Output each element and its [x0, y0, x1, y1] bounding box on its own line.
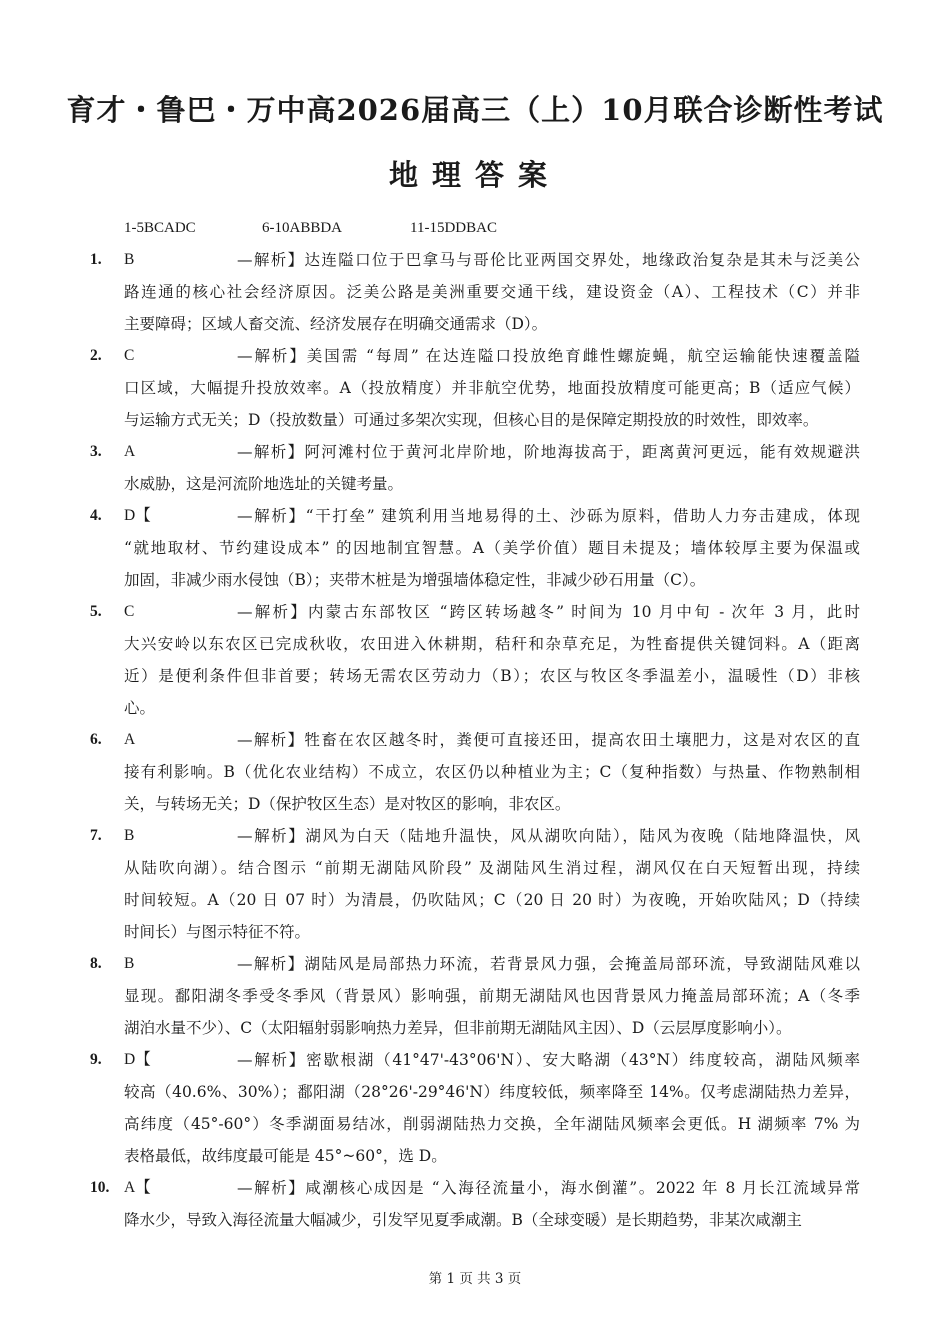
question-item — [0, 1172, 950, 1236]
question-answer: B — [124, 251, 135, 268]
question-line — [0, 372, 950, 404]
question-line — [0, 1204, 950, 1236]
question-line — [0, 532, 950, 564]
explanation-text: 从陆吹向湖）。结合图示 “前期无湖陆风阶段” 及湖陆风生消过程，湖风仅在白天短暂出现，持续 — [124, 859, 860, 877]
question-answer: D【 — [124, 507, 151, 524]
question-line — [0, 1012, 950, 1044]
explanation-text: “就地取材、节约建设成本” 的因地制宜智慧。A（美学价值）题目未提及；墙体较厚主要为保温或 — [124, 539, 860, 557]
explanation-text: —解析】达连隘口位于巴拿马与哥伦比亚两国交界处，地缘政治复杂是其未与泛美公 — [237, 251, 860, 269]
question-line — [0, 500, 950, 532]
question-line — [0, 564, 950, 596]
question-number: 1. — [90, 251, 102, 268]
question-number: 2. — [90, 347, 102, 364]
question-line — [0, 628, 950, 660]
question-answer: D【 — [124, 1051, 151, 1068]
question-line — [0, 308, 950, 340]
question-number: 9. — [90, 1051, 102, 1068]
answer-summary-11-15: 11-15DDBAC — [410, 220, 497, 236]
question-line — [0, 916, 950, 948]
explanation-text: 加固，非减少雨水侵蚀（B）；夹带木桩是为增强墙体稳定性，非减少砂石用量（C）。 — [124, 571, 706, 589]
explanation-text: 高纬度（45°-60°）冬季湖面易结冰，削弱湖陆热力交换，全年湖陆风频率会更低。H 湖频率 7% 为 — [124, 1115, 860, 1133]
page-subtitle: 地理答案 — [388, 158, 561, 192]
question-item — [0, 948, 950, 1044]
answer-summary-6-10: 6-10ABBDA — [262, 220, 343, 236]
question-line — [0, 596, 950, 628]
question-number: 3. — [90, 443, 102, 460]
explanation-text: 较高（40.6%、30%）；鄱阳湖（28°26'-29°46'N）纬度较低，频率降至 14%。仅考虑湖陆热力差异， — [124, 1083, 860, 1101]
explanation-text: —解析】内蒙古东部牧区 “跨区转场越冬” 时间为 10 月中旬 - 次年 3 月，此时 — [237, 603, 860, 621]
explanation-text: 显现。鄱阳湖冬季受冬季风（背景风）影响强，前期无湖陆风也因背景风力掩盖局部环流；A（冬季 — [124, 987, 860, 1005]
question-line — [0, 244, 950, 276]
question-line — [0, 852, 950, 884]
question-item — [0, 436, 950, 500]
question-answer: C — [124, 603, 135, 620]
explanation-text: 心。 — [124, 699, 156, 717]
question-line — [0, 820, 950, 852]
explanation-text: 近）是便利条件但非首要；转场无需农区劳动力（B）；农区与牧区冬季温差小，温暖性（D）非核 — [124, 667, 860, 685]
explanation-text: —解析】湖风为白天（陆地升温快，风从湖吹向陆），陆风为夜晚（陆地降温快，风 — [237, 827, 860, 845]
explanation-text: —解析】“干打垒” 建筑利用当地易得的土、沙砾为原料，借助人力夯击建成，体现 — [237, 507, 860, 525]
question-number: 10. — [90, 1179, 110, 1196]
question-line — [0, 660, 950, 692]
question-line — [0, 948, 950, 980]
answer-summary — [124, 220, 497, 237]
answer-summary-1-5: 1-5BCADC — [124, 220, 196, 236]
explanation-text: 时间长）与图示特征不符。 — [124, 923, 311, 941]
explanation-text: 水威胁，这是河流阶地选址的关键考量。 — [124, 475, 404, 493]
question-line — [0, 1076, 950, 1108]
question-item — [0, 596, 950, 724]
explanation-text: 接有利影响。B（优化农业结构）不成立，农区仍以种植业为主；C（复种指数）与热量、作物熟制相 — [124, 763, 860, 781]
question-item — [0, 1044, 950, 1172]
explanation-text: —解析】阿河滩村位于黄河北岸阶地，阶地海拔高于，距离黄河更远，能有效规避洪 — [237, 443, 860, 461]
question-line — [0, 980, 950, 1012]
question-item — [0, 244, 950, 340]
question-line — [0, 788, 950, 820]
question-line — [0, 1140, 950, 1172]
question-line — [0, 468, 950, 500]
question-line — [0, 1172, 950, 1204]
question-number: 5. — [90, 603, 102, 620]
question-line — [0, 692, 950, 724]
question-line — [0, 724, 950, 756]
page-title: 育才・鲁巴・万中高2026届高三（上）10月联合诊断性考试 — [66, 93, 884, 127]
question-answer: B — [124, 955, 135, 972]
explanation-text: 降水少，导致入海径流量大幅减少，引发罕见夏季咸潮。B（全球变暖）是长期趋势，非某次咸潮主 — [124, 1211, 802, 1229]
explanation-text: 口区域，大幅提升投放效率。A（投放精度）并非航空优势，地面投放精度可能更高；B（适应气候） — [124, 379, 860, 397]
question-line — [0, 276, 950, 308]
question-answer: A【 — [124, 1179, 151, 1196]
explanation-text: —解析】牲畜在农区越冬时，粪便可直接还田，提高农田土壤肥力，这是对农区的直 — [237, 731, 860, 749]
explanation-text: —解析】湖陆风是局部热力环流，若背景风力强，会掩盖局部环流，导致湖陆风难以 — [237, 955, 860, 973]
question-item — [0, 724, 950, 820]
question-line — [0, 1044, 950, 1076]
question-number: 4. — [90, 507, 102, 524]
explanation-text: 路连通的核心社会经济原因。泛美公路是美洲重要交通干线，建设资金（A）、工程技术（C）并非 — [124, 283, 860, 301]
explanation-text: 大兴安岭以东农区已完成秋收，农田进入休耕期，秸秆和杂草充足，为牲畜提供关键饲料。A（距离 — [124, 635, 860, 653]
explanation-text: 湖泊水量不少）、C（太阳辐射弱影响热力差异，但非前期无湖陆风主因）、D（云层厚度影响小）。 — [124, 1019, 792, 1037]
question-number: 6. — [90, 731, 102, 748]
question-line — [0, 404, 950, 436]
question-item — [0, 500, 950, 596]
question-list — [0, 244, 950, 1236]
explanation-text: 关，与转场无关；D（保护牧区生态）是对牧区的影响，非农区。 — [124, 795, 571, 813]
question-line — [0, 436, 950, 468]
question-line — [0, 1108, 950, 1140]
explanation-text: 与运输方式无关；D（投放数量）可通过多架次实现，但核心目的是保障定期投放的时效性，即效率。 — [124, 411, 819, 429]
question-answer: C — [124, 347, 135, 364]
page-footer: 第 1 页 共 3 页 — [428, 1271, 522, 1287]
explanation-text: —解析】咸潮核心成因是 “入海径流量小，海水倒灌”。2022 年 8 月长江流域异常 — [237, 1179, 860, 1197]
question-item — [0, 820, 950, 948]
question-answer: B — [124, 827, 135, 844]
question-line — [0, 884, 950, 916]
explanation-text: 表格最低，故纬度最可能是 45°~60°，选 D。 — [124, 1147, 447, 1165]
explanation-text: —解析】密歇根湖（41°47'-43°06'N）、安大略湖（43°N）纬度较高，湖陆风频率 — [237, 1051, 860, 1069]
question-answer: A — [124, 731, 136, 748]
question-answer: A — [124, 443, 136, 460]
question-item — [0, 340, 950, 436]
explanation-text: 时间较短。A（20 日 07 时）为清晨，仍吹陆风；C（20 日 20 时）为夜晚，开始吹陆风；D（持续 — [124, 891, 860, 909]
question-line — [0, 756, 950, 788]
explanation-text: —解析】美国需 “每周” 在达连隘口投放绝育雌性螺旋蝇，航空运输能快速覆盖隘 — [237, 347, 860, 365]
question-number: 8. — [90, 955, 102, 972]
question-line — [0, 340, 950, 372]
question-number: 7. — [90, 827, 102, 844]
explanation-text: 主要障碍；区域人畜交流、经济发展存在明确交通需求（D）。 — [124, 315, 548, 333]
